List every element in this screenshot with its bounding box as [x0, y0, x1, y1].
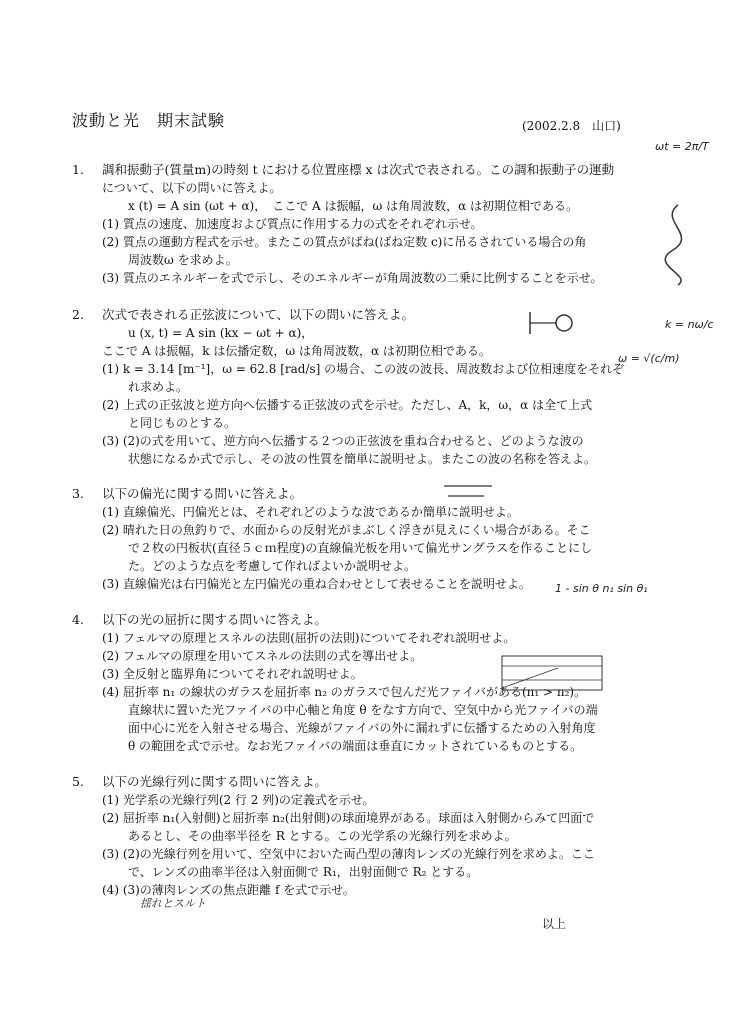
fiber-sketch: [498, 652, 608, 694]
subquestion: (3) 直線偏光は右円偏光と左円偏光の重ね合わせとして表せることを説明せよ。: [102, 577, 531, 591]
question-intro: 以下の偏光に関する問いに答えよ。: [102, 486, 303, 501]
subquestion-cont: で２枚の円板状(直径５ｃｍ程度)の直線偏光板を用いて偏光サングラスを作ることにし: [128, 541, 593, 555]
exam-date: (2002.2.8 山口): [522, 119, 621, 133]
water-surface-sketch: [440, 478, 500, 504]
subquestion: (1) フェルマの原理とスネルの法則(屈折の法則)についてそれぞれ説明せよ。: [102, 631, 516, 645]
question-intro: 以下の光線行列に関する問いに答えよ。: [102, 774, 328, 789]
question-1: [72, 160, 632, 179]
question-5: [72, 772, 632, 791]
subquestion-cont: 状態になるか式で示し、その波の性質を簡単に説明せよ。またこの波の名称を答えよ。: [128, 452, 597, 466]
formula: u (x, t) = A sin (kx − ωt + α)，: [128, 326, 314, 340]
subquestion-cont: れ求めよ。: [128, 380, 189, 394]
subquestion-cont: あるとし、その曲率半径を R とする。この光学系の光線行列を求めよ。: [128, 829, 517, 843]
subquestion-cont: 直線状に置いた光ファイバの中心軸と角度 θ をなす方向で、空気中から光ファイバの端: [128, 703, 598, 717]
subquestion-cont: と同じものとする。: [128, 416, 237, 430]
handwritten-note: ω = √(c/m): [618, 352, 680, 365]
subquestion-cont: θ の範囲を式で示せ。なお光ファイバの端面は垂直にカットされているものとする。: [128, 739, 583, 753]
question-number: 3.: [72, 486, 84, 501]
subquestion: (3) (2)の光線行列を用いて、空気中においた両凸型の薄肉レンズの光線行列を求めよ。ここ: [102, 847, 595, 861]
subquestion-cont: で、レンズの曲率半径は入射面側で R₁，出射面側で R₂ とする。: [128, 865, 479, 879]
subquestion: (1) 光学系の光線行列(2 行 2 列)の定義式を示せ。: [102, 793, 375, 807]
subquestion: (1) 直線偏光、円偏光とは、それぞれどのような波であるか簡単に説明せよ。: [102, 505, 519, 519]
formula: x (t) = A sin (ωt + α)， ここで A は振幅，ω は角周波数，α は初期位相である。: [128, 199, 579, 213]
pendulum-sketch: [528, 308, 578, 338]
subquestion: (2) 質点の運動方程式を示せ。またこの質点がばね(ばね定数 c)に吊るされている場合の角: [102, 235, 587, 249]
question-number: 5.: [72, 774, 84, 789]
question-number: 2.: [72, 307, 84, 322]
subquestion-cont: 面中心に光を入射させる場合、光線がファイバの外に漏れずに伝播するための入射角度: [128, 721, 596, 735]
subquestion: (4) 屈折率 n₁ の線状のガラスを屈折率 n₂ のガラスで包んだ光ファイバがある(n₁ > n₂)。: [102, 685, 587, 699]
question-number: 1.: [72, 162, 84, 177]
subquestion: (2) 上式の正弦波と逆方向へ伝播する正弦波の式を示せ。ただし、A，k，ω，α は全て上式: [102, 398, 593, 412]
handwritten-scribble: [648, 200, 708, 290]
question-3: [72, 484, 632, 503]
question-intro-cont: について、以下の問いに答えよ。: [102, 181, 282, 195]
end-mark: 以上: [542, 917, 567, 931]
handwritten-note: ωt = 2π/T: [655, 140, 709, 153]
question-intro-cont: ここで A は振幅，k は伝播定数，ω は角周波数，α は初期位相である。: [102, 344, 491, 358]
handwritten-note: 揺れとスルト: [140, 897, 206, 910]
subquestion: (2) フェルマの原理を用いてスネルの法則の式を導出せよ。: [102, 649, 423, 663]
subquestion-cont: 周波数ω を求めよ。: [128, 253, 238, 267]
subquestion: (3) (2)の式を用いて、逆方向へ伝播する２つの正弦波を重ね合わせると、どのような波の: [102, 434, 584, 448]
subquestion-cont: た。どのような点を考慮して作ればよいか説明せよ。: [128, 559, 417, 573]
question-4: [72, 610, 632, 629]
subquestion: (1) k = 3.14 [m⁻¹]，ω = 62.8 [rad/s] の場合、この波の波長、周波数および位相速度をそれぞ: [102, 362, 625, 376]
subquestion: (4) (3)の薄肉レンズの焦点距離 f を式で示せ。: [102, 883, 355, 897]
subquestion: (1) 質点の速度、加速度および質点に作用する力の式をそれぞれ示せ。: [102, 217, 483, 231]
page-title: 波動と光 期末試験: [72, 111, 226, 130]
handwritten-note: k = nω/c: [665, 318, 714, 331]
question-intro: 調和振動子(質量m)の時刻 t における位置座標 x は次式で表される。この調和振動子の運動: [102, 162, 615, 177]
subquestion: (3) 質点のエネルギーを式で示し、そのエネルギーが角周波数の二乗に比例することを示せ。: [102, 271, 603, 285]
question-intro: 次式で表される正弦波について、以下の問いに答えよ。: [102, 307, 415, 322]
question-intro: 以下の光の屈折に関する問いに答えよ。: [102, 612, 328, 627]
subquestion: (3) 全反射と臨界角についてそれぞれ説明せよ。: [102, 667, 363, 681]
subquestion: (2) 晴れた日の魚釣りで、水面からの反射光がまぶしく浮きが見えにくい場合がある。そこ: [102, 523, 591, 537]
handwritten-note: 1 - sin θ n₁ sin θ₁: [555, 582, 648, 595]
question-number: 4.: [72, 612, 84, 627]
subquestion: (2) 屈折率 n₁(入射側)と屈折率 n₂(出射側)の球面境界がある。球面は入射側からみて凹面で: [102, 811, 595, 825]
